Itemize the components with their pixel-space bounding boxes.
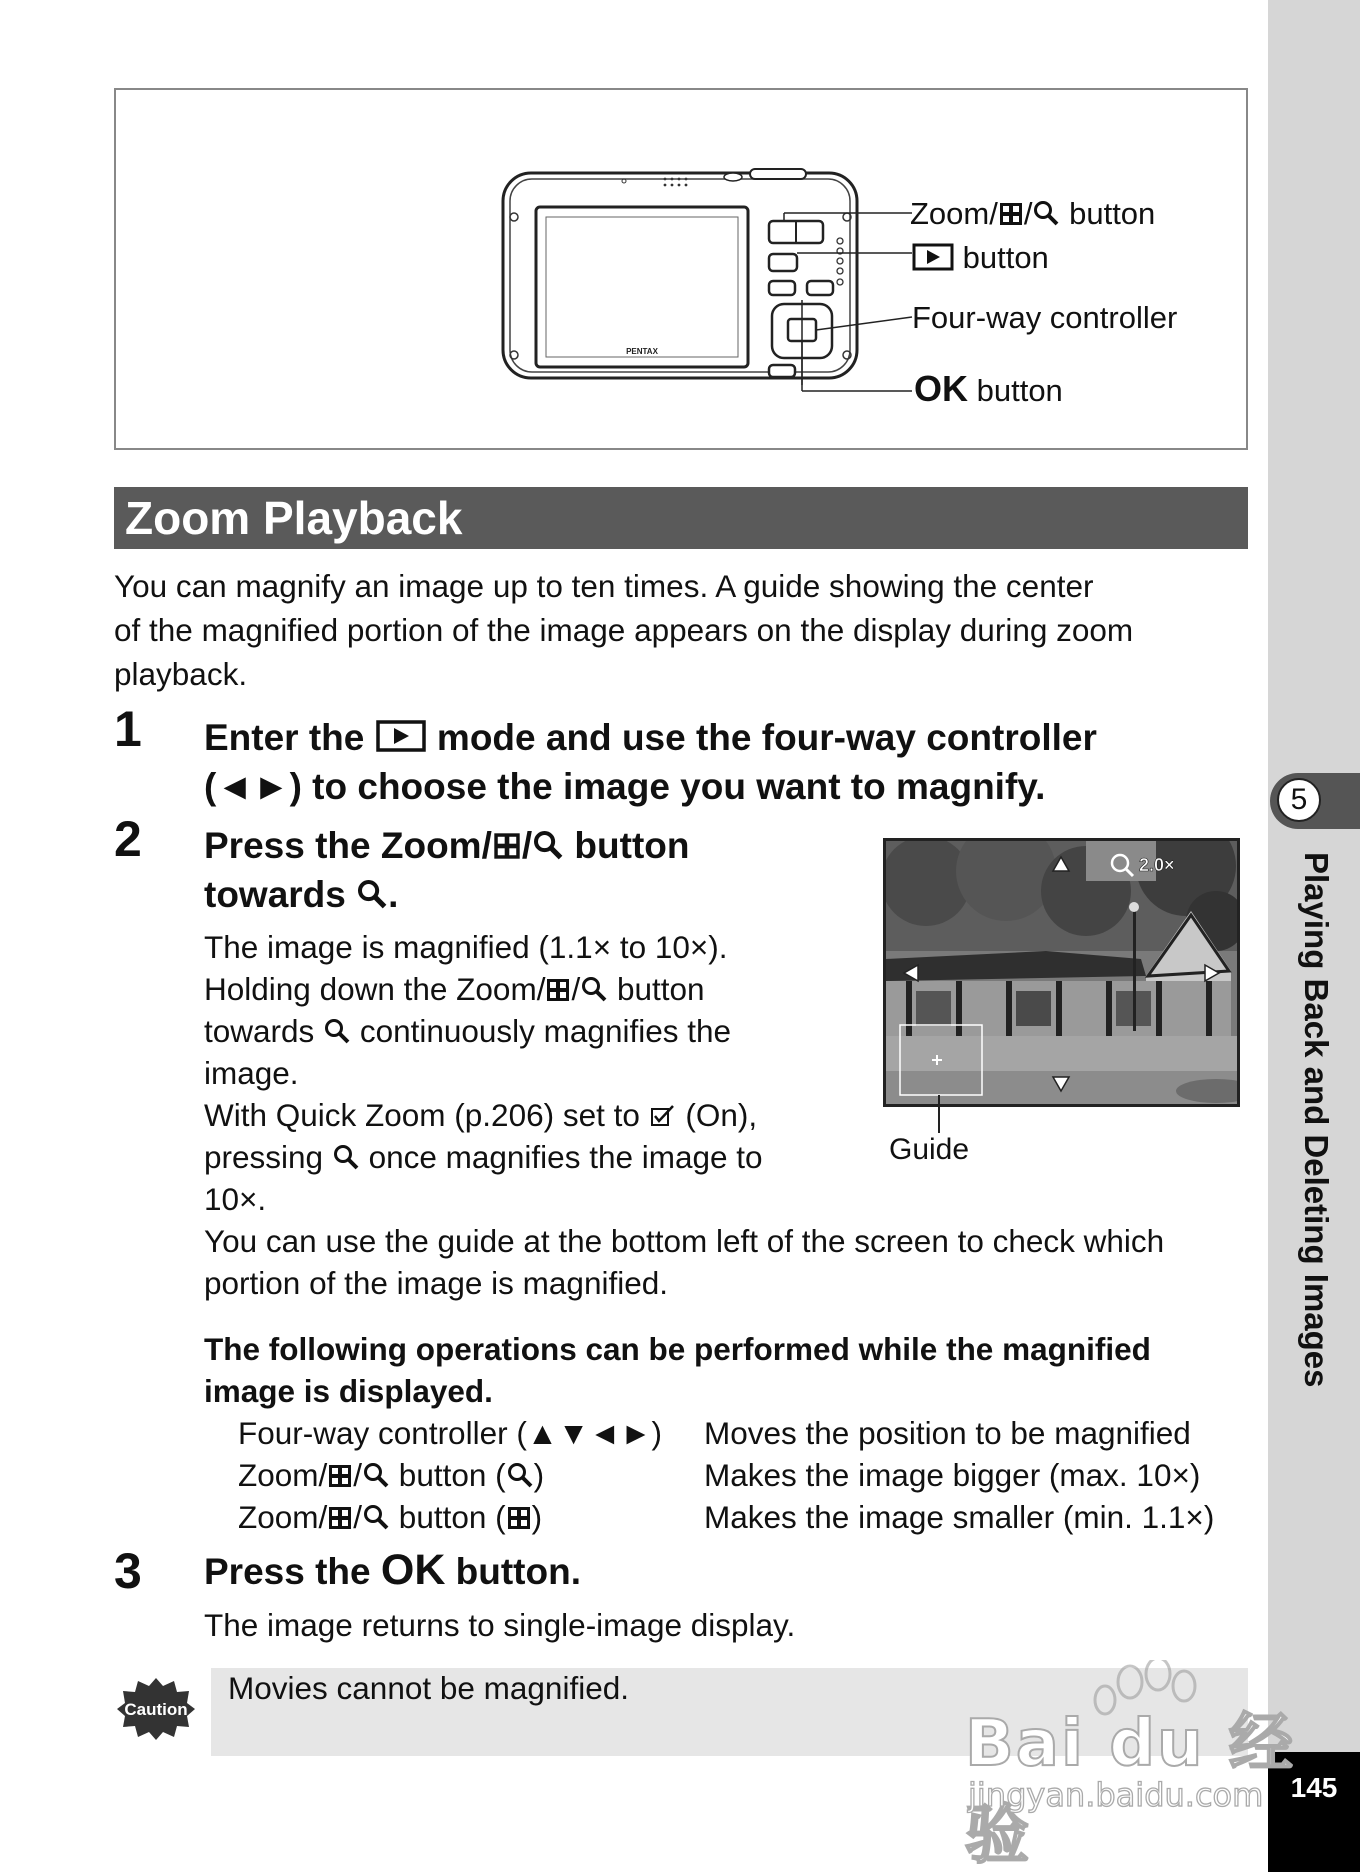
operations-heading-1: The following operations can be performed while the magnified — [204, 1331, 1151, 1367]
watermark-url: jingyan.baidu.com — [968, 1776, 1264, 1814]
step-1-number: 1 — [114, 701, 142, 757]
step-2-text-5: With Quick Zoom (p.206) set to (On), — [204, 1097, 758, 1133]
magnifier-icon — [506, 1461, 534, 1489]
ok-leader-line — [800, 300, 920, 400]
step-3-number: 3 — [114, 1543, 142, 1599]
magnifier-icon — [580, 975, 608, 1003]
playback-button-callout: button — [912, 240, 1049, 276]
thumbnail-grid-icon — [545, 977, 571, 1003]
ok-mark: OK — [914, 368, 968, 409]
guide-leader-line — [937, 1095, 941, 1133]
page-title: Zoom Playback — [125, 492, 463, 544]
step-2-text-4: image. — [204, 1055, 299, 1091]
page-number: 145 — [1290, 1772, 1338, 1803]
operation-row-control: Zoom/ / button ( ) — [238, 1457, 545, 1493]
intro-line-3: playback. — [114, 656, 248, 692]
step-2-text-2: Holding down the Zoom/ / button — [204, 971, 705, 1007]
magnifier-icon — [362, 1461, 390, 1489]
caution-icon — [116, 1676, 196, 1742]
step-2-heading-line-2: towards . — [204, 874, 399, 915]
operation-row-desc: Makes the image smaller (min. 1.1×) — [704, 1499, 1215, 1535]
magnifier-icon — [323, 1017, 351, 1045]
step-1-heading-line-2: (◄►) to choose the image you want to magnify. — [204, 766, 1046, 807]
operation-row-control: Four-way controller (▲▼◄►) — [238, 1415, 663, 1451]
step-2-text-3: towards continuously magnifies the — [204, 1013, 732, 1049]
zoom-button-callout: Zoom/ / button — [910, 196, 1156, 231]
operation-row-desc: Makes the image bigger (max. 10×) — [704, 1457, 1201, 1493]
intro-line-1: You can magnify an image up to ten times. A guide showing the center — [114, 568, 1094, 604]
magnifier-icon — [332, 1143, 360, 1171]
operation-row-control: Zoom/ / button ( ) — [238, 1499, 543, 1535]
thumbnail-grid-icon — [327, 1505, 353, 1531]
checkbox-checked-icon — [649, 1103, 677, 1129]
thumbnail-grid-icon — [327, 1463, 353, 1489]
intro-line-2: of the magnified portion of the image appears on the display during zoom — [114, 612, 1134, 648]
caution-text: Movies cannot be magnified. — [228, 1670, 629, 1706]
step-3-heading: Press the OK button. — [204, 1546, 581, 1594]
camera-brand-text: PENTAX — [626, 347, 658, 356]
operations-heading-2: image is displayed. — [204, 1373, 493, 1409]
magnifier-icon — [362, 1503, 390, 1531]
thumbnail-grid-icon — [998, 201, 1024, 227]
step-2-heading-line-1: Press the Zoom/ / button — [204, 825, 690, 866]
fourway-callout: Four-way controller — [912, 300, 1178, 335]
step-3-description: The image returns to single-image display. — [204, 1607, 796, 1643]
step-2-number: 2 — [114, 811, 142, 867]
operation-row-desc: Moves the position to be magnified — [704, 1415, 1191, 1451]
step-1-heading-line-1: Enter the mode and use the four-way controller — [204, 717, 1097, 758]
magnifier-icon — [532, 829, 564, 861]
thumbnail-grid-icon — [492, 831, 522, 861]
caution-badge-text: Caution — [124, 1700, 188, 1719]
magnifier-icon — [1032, 199, 1060, 227]
chapter-number: 5 — [1277, 778, 1321, 822]
magnifier-icon — [356, 878, 388, 910]
step-2-text-1: The image is magnified (1.1× to 10×). — [204, 929, 728, 965]
thumbnail-grid-icon — [506, 1505, 532, 1531]
zoom-preview-screen — [883, 838, 1240, 1107]
chapter-title: Playing Back and Deleting Images — [1298, 852, 1335, 1388]
step-2-text-7: 10×. — [204, 1181, 267, 1217]
watermark-logo: Bai du 经验 — [965, 1707, 1295, 1873]
playback-icon — [375, 719, 427, 753]
ok-button-callout: OK button — [914, 368, 1063, 409]
step-2-text-6: pressing once magnifies the image to — [204, 1139, 763, 1175]
zoom-preview-photo — [886, 841, 1237, 1104]
playback-icon — [912, 243, 954, 271]
step-2-text-8: You can use the guide at the bottom left of the screen to check which — [204, 1223, 1165, 1259]
ok-mark: OK — [380, 1546, 446, 1594]
guide-label: Guide — [889, 1133, 970, 1166]
step-2-text-9: portion of the image is magnified. — [204, 1265, 669, 1301]
zoom-readout: 2.0× — [1139, 855, 1175, 875]
